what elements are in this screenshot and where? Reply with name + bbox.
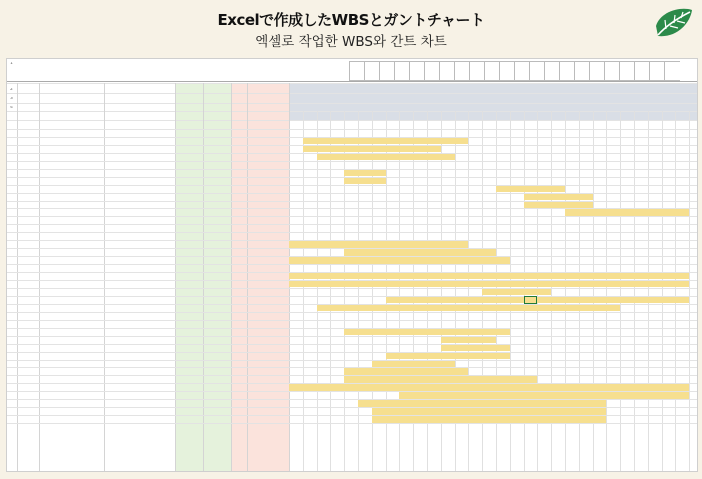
table-row[interactable] bbox=[7, 216, 697, 224]
top-grid-cell[interactable] bbox=[559, 61, 575, 81]
top-grid-cell[interactable] bbox=[544, 61, 560, 81]
leaf-logo-icon bbox=[650, 4, 696, 44]
top-grid-cell[interactable] bbox=[409, 61, 425, 81]
table-row[interactable] bbox=[7, 328, 697, 336]
table-row[interactable] bbox=[7, 320, 697, 328]
top-grid-cell[interactable] bbox=[424, 61, 440, 81]
top-grid-cell[interactable] bbox=[574, 61, 590, 81]
gantt-bar bbox=[386, 297, 690, 303]
gantt-bar bbox=[317, 154, 455, 160]
gantt-bar bbox=[344, 178, 385, 184]
table-row[interactable] bbox=[7, 129, 697, 137]
table-row[interactable] bbox=[7, 145, 697, 153]
top-grid-cell[interactable] bbox=[394, 61, 410, 81]
gantt-bar bbox=[317, 305, 621, 311]
table-row[interactable] bbox=[7, 399, 697, 407]
gantt-bar bbox=[441, 337, 496, 343]
table-row[interactable] bbox=[7, 169, 697, 177]
top-grid-cell[interactable] bbox=[619, 61, 635, 81]
gantt-bar bbox=[372, 361, 455, 367]
table-row[interactable] bbox=[7, 360, 697, 368]
gantt-header-bg bbox=[289, 83, 697, 120]
gantt-bar bbox=[372, 408, 607, 414]
gantt-bar bbox=[344, 249, 496, 255]
table-row[interactable] bbox=[7, 153, 697, 161]
gantt-bar bbox=[303, 138, 469, 144]
top-grid-cell[interactable] bbox=[349, 61, 365, 81]
selected-cell[interactable] bbox=[524, 296, 538, 304]
gantt-bar bbox=[289, 281, 689, 287]
gantt-bar bbox=[482, 289, 551, 295]
table-row[interactable] bbox=[7, 248, 697, 256]
title-korean: 엑셀로 작업한 WBS와 간트 차트 bbox=[255, 34, 447, 50]
table-row[interactable] bbox=[7, 121, 697, 129]
gantt-bar bbox=[386, 353, 510, 359]
table-row[interactable] bbox=[7, 280, 697, 288]
table-row[interactable] bbox=[7, 336, 697, 344]
table-row[interactable] bbox=[7, 232, 697, 240]
table-row[interactable] bbox=[7, 193, 697, 201]
table-row[interactable] bbox=[7, 137, 697, 145]
header-line bbox=[7, 81, 697, 82]
spreadsheet[interactable] bbox=[6, 58, 698, 472]
table-row[interactable] bbox=[7, 344, 697, 352]
top-grid-cell[interactable] bbox=[664, 61, 680, 81]
table-row[interactable] bbox=[7, 375, 697, 383]
top-grid-cell[interactable] bbox=[379, 61, 395, 81]
row-number: 2 bbox=[10, 88, 13, 92]
top-grid-cell[interactable] bbox=[649, 61, 665, 81]
table-row[interactable] bbox=[7, 407, 697, 415]
gantt-bar bbox=[565, 209, 689, 215]
row-line bbox=[7, 423, 697, 424]
table-row[interactable] bbox=[7, 296, 697, 304]
table-row[interactable] bbox=[7, 272, 697, 280]
gantt-bar bbox=[372, 416, 607, 422]
top-grid-cell[interactable] bbox=[454, 61, 470, 81]
table-row[interactable] bbox=[7, 256, 697, 264]
top-grid-cell[interactable] bbox=[529, 61, 545, 81]
gantt-bar bbox=[289, 241, 468, 247]
row-number: 3 bbox=[10, 97, 13, 101]
gantt-bar bbox=[344, 376, 537, 382]
top-grid-cell[interactable] bbox=[364, 61, 380, 81]
table-row[interactable] bbox=[7, 415, 697, 423]
top-grid-cell[interactable] bbox=[469, 61, 485, 81]
table-row[interactable] bbox=[7, 201, 697, 209]
top-grid-cell[interactable] bbox=[439, 61, 455, 81]
table-row[interactable] bbox=[7, 288, 697, 296]
table-row[interactable] bbox=[7, 304, 697, 312]
table-row[interactable] bbox=[7, 161, 697, 169]
gantt-bar bbox=[344, 170, 385, 176]
gantt-bar bbox=[344, 329, 510, 335]
gantt-bar bbox=[289, 384, 689, 390]
header-line bbox=[7, 83, 697, 84]
top-grid-cell[interactable] bbox=[484, 61, 500, 81]
top-grid-cell[interactable] bbox=[499, 61, 515, 81]
header-line bbox=[7, 93, 697, 94]
table-row[interactable] bbox=[7, 177, 697, 185]
table-row[interactable] bbox=[7, 224, 697, 232]
gantt-bar bbox=[524, 202, 593, 208]
row-number: 1 bbox=[10, 62, 13, 66]
table-row[interactable] bbox=[7, 312, 697, 320]
row-number: 4 bbox=[10, 106, 13, 110]
gantt-bar bbox=[344, 368, 468, 374]
table-row[interactable] bbox=[7, 240, 697, 248]
gantt-bar bbox=[303, 146, 441, 152]
top-grid-cell[interactable] bbox=[514, 61, 530, 81]
top-grid-cell[interactable] bbox=[634, 61, 650, 81]
top-grid-cell[interactable] bbox=[604, 61, 620, 81]
table-row[interactable] bbox=[7, 208, 697, 216]
table-row[interactable] bbox=[7, 352, 697, 360]
table-row[interactable] bbox=[7, 264, 697, 272]
top-grid-cell[interactable] bbox=[589, 61, 605, 81]
gantt-bar bbox=[399, 392, 689, 398]
gantt-bar bbox=[496, 186, 565, 192]
gantt-bar bbox=[289, 273, 689, 279]
table-row[interactable] bbox=[7, 383, 697, 391]
gantt-bar bbox=[441, 345, 510, 351]
header-line bbox=[7, 103, 697, 104]
gantt-bar bbox=[289, 257, 510, 263]
title-japanese: Excelで作成したWBSとガントチャート bbox=[217, 11, 485, 29]
gantt-bar bbox=[524, 194, 593, 200]
gantt-bar bbox=[358, 400, 606, 406]
table-row[interactable] bbox=[7, 367, 697, 375]
table-row[interactable] bbox=[7, 185, 697, 193]
table-row[interactable] bbox=[7, 391, 697, 399]
